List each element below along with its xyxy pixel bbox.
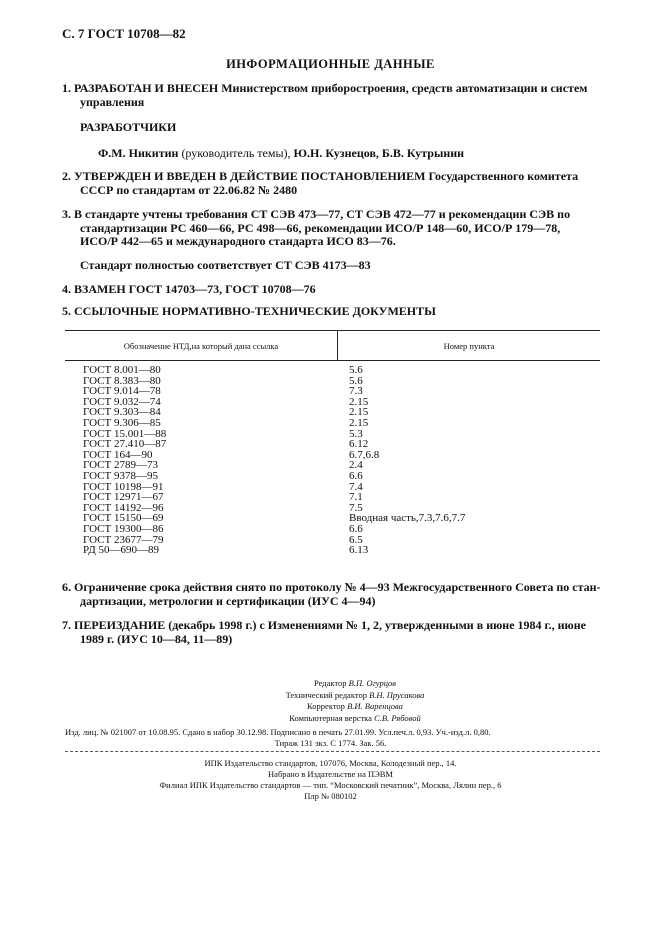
page-header: С. 7 ГОСТ 10708—82 bbox=[62, 26, 186, 41]
developers-heading: РАЗРАБОТЧИКИ bbox=[80, 120, 177, 134]
table-col-2-header: Номер пункта bbox=[443, 341, 495, 351]
table-row-doc: ГОСТ 9.032—74 bbox=[83, 395, 161, 408]
table-row-item: 2.15 bbox=[349, 395, 369, 408]
table-row-doc: ГОСТ 10198—91 bbox=[83, 480, 164, 493]
table-row-item: 7.4 bbox=[349, 480, 363, 493]
table-row-item: 6.13 bbox=[349, 544, 369, 557]
developers-list bbox=[98, 147, 464, 161]
section-3-line-3: ИСО/Р 442—65 и международного стандарта ИСО 83—76. bbox=[80, 234, 396, 248]
section-3 bbox=[62, 208, 570, 249]
developer-role-1: (руководитель темы), bbox=[178, 146, 294, 160]
table-row-item: 5.6 bbox=[349, 374, 363, 387]
table-row-item: 7.1 bbox=[349, 491, 363, 504]
credits-block bbox=[250, 678, 460, 724]
table-row-item: 6.5 bbox=[349, 533, 363, 546]
table-row-item: 5.6 bbox=[349, 364, 363, 376]
section-6 bbox=[62, 581, 601, 608]
table-row-doc: ГОСТ 8.383—80 bbox=[83, 374, 161, 387]
table-row-doc: ГОСТ 27.410—87 bbox=[83, 438, 167, 451]
imprint-line-2: Тираж 131 экз. С 1774. Зак. 56. bbox=[274, 738, 387, 748]
table-top-rule bbox=[65, 330, 600, 331]
table-row-doc: ГОСТ 164—90 bbox=[83, 448, 153, 461]
table-row-doc: ГОСТ 2789—73 bbox=[83, 459, 158, 472]
table-row-item: 6.6 bbox=[349, 469, 363, 482]
section-2-line-2: СССР по стандартам от 22.06.82 № 2480 bbox=[80, 182, 298, 197]
publisher-line-4: Плр № 080102 bbox=[304, 791, 357, 801]
table-row-item: 5.3 bbox=[349, 427, 363, 440]
table-row-doc: ГОСТ 9378—95 bbox=[83, 469, 158, 482]
section-1 bbox=[62, 82, 587, 109]
table-header-rule bbox=[65, 360, 600, 361]
table-col-docs bbox=[83, 365, 166, 556]
table-col-1-header: Обозначение НТД,на который дана ссылка bbox=[123, 341, 279, 351]
section-2 bbox=[62, 170, 578, 197]
credit-name: В.П. Огурцов bbox=[348, 678, 396, 688]
section-7-line-2: 1989 г. (ИУС 10—84, 11—89) bbox=[80, 631, 233, 646]
section-5: 5. ССЫЛОЧНЫЕ НОРМАТИВНО-ТЕХНИЧЕСКИЕ ДОКУМЕНТЫ bbox=[62, 304, 436, 318]
table-row-item: Вводная часть,7.3,7.6,7.7 bbox=[349, 512, 466, 525]
credit-role: Редактор bbox=[314, 678, 349, 688]
table-row-doc: ГОСТ 23677—79 bbox=[83, 533, 164, 546]
section-6-line-2: дартизации, метрологии и сертификации (ИУС 4—94) bbox=[80, 593, 376, 608]
table-row-doc: ГОСТ 8.001—80 bbox=[83, 364, 161, 376]
section-1-line-1: 1. РАЗРАБОТАН И ВНЕСЕН Министерством приборостроения, средств автоматизации и систем bbox=[62, 81, 588, 95]
table-row-item: 6.6 bbox=[349, 522, 363, 535]
section-7-line-1: 7. ПЕРЕИЗДАНИЕ (декабрь 1998 г.) с Изменениями № 1, 2, утвержденными в июне 1984 г., июне bbox=[62, 618, 586, 632]
table-row-doc: ГОСТ 19300—86 bbox=[83, 522, 164, 535]
table-row-doc: ГОСТ 9.306—85 bbox=[83, 416, 161, 429]
separator-line bbox=[65, 751, 600, 752]
credit-name: В.Н. Прусакова bbox=[369, 689, 425, 700]
table-row-doc: ГОСТ 12971—67 bbox=[83, 491, 164, 504]
section-4: 4. ВЗАМЕН ГОСТ 14703—73, ГОСТ 10708—76 bbox=[62, 282, 316, 296]
section-2-line-1: 2. УТВЕРЖДЕН И ВВЕДЕН В ДЕЙСТВИЕ ПОСТАНОВЛЕНИЕМ Государственного комитета bbox=[62, 169, 579, 183]
credit-role: Компьютерная верстка bbox=[289, 712, 375, 723]
credit-role: Корректор bbox=[307, 701, 348, 711]
table-row-item: 6.12 bbox=[349, 438, 369, 451]
credit-line bbox=[250, 678, 460, 690]
table-col-items bbox=[349, 365, 465, 556]
table-row-doc: ГОСТ 9.014—78 bbox=[83, 385, 161, 398]
table-row-item: 2.15 bbox=[349, 416, 369, 429]
page-title: ИНФОРМАЦИОННЫЕ ДАННЫЕ bbox=[226, 57, 435, 71]
publisher-line-3: Филиал ИПК Издательство стандартов — тип. “Московский печатник”, Москва, Лялин пер., 6 bbox=[159, 780, 502, 790]
credit-line bbox=[250, 701, 460, 713]
credit-line bbox=[250, 713, 460, 725]
section-1-line-2: управления bbox=[80, 94, 145, 109]
credit-role: Технический редактор bbox=[285, 689, 370, 700]
table-row-item: 7.3 bbox=[349, 385, 363, 398]
imprint-line-1: Изд. лиц. № 021007 от 10.08.95. Сдано в набор 30.12.98. Подписано в печать 27.01.99. Усл.печ.л. 0,93. Уч.-изд.л. 0,80. bbox=[65, 727, 491, 737]
credit-name: В.И. Варенцова bbox=[347, 701, 403, 711]
credit-name: С.В. Рябовой bbox=[374, 712, 421, 723]
credit-line bbox=[250, 690, 460, 702]
table-row-item: 2.4 bbox=[349, 459, 363, 472]
table-row-item: 6.7,6.8 bbox=[349, 448, 380, 461]
section-3-line-2: стандартизации РС 460—66, РС 498—66, рекомендации ИСО/Р 148—60, ИСО/Р 179—78, bbox=[80, 220, 561, 235]
table-row-doc: ГОСТ 15150—69 bbox=[83, 512, 164, 525]
section-3-note: Стандарт полностью соответствует СТ СЭВ 4173—83 bbox=[80, 258, 371, 272]
section-6-line-1: 6. Ограничение срока действия снято по протоколу № 4—93 Межгосударственного Совета по стан- bbox=[62, 580, 601, 594]
section-3-line-1: 3. В стандарте учтены требования СТ СЭВ 473—77, СТ СЭВ 472—77 и рекомендации СЭВ по bbox=[62, 207, 571, 221]
publisher-line-1: ИПК Издательство стандартов, 107076, Москва, Колодезный пер., 14. bbox=[204, 758, 457, 768]
table-row-item: 7.5 bbox=[349, 501, 363, 514]
table-row-doc: РД 50—690—89 bbox=[83, 544, 160, 557]
table-row-doc: ГОСТ 14192—96 bbox=[83, 501, 164, 514]
table-row-doc: ГОСТ 15.001—88 bbox=[83, 427, 167, 440]
table-row-doc: ГОСТ 9.303—84 bbox=[83, 406, 161, 419]
section-7 bbox=[62, 619, 586, 646]
publisher-line-2: Набрано в Издательстве на ПЭВМ bbox=[268, 769, 393, 779]
developer-names-rest: Ю.Н. Кузнецов, Б.В. Кутрынин bbox=[293, 146, 465, 160]
developer-name-1: Ф.М. Никитин bbox=[98, 146, 179, 160]
table-row-item: 2.15 bbox=[349, 406, 369, 419]
